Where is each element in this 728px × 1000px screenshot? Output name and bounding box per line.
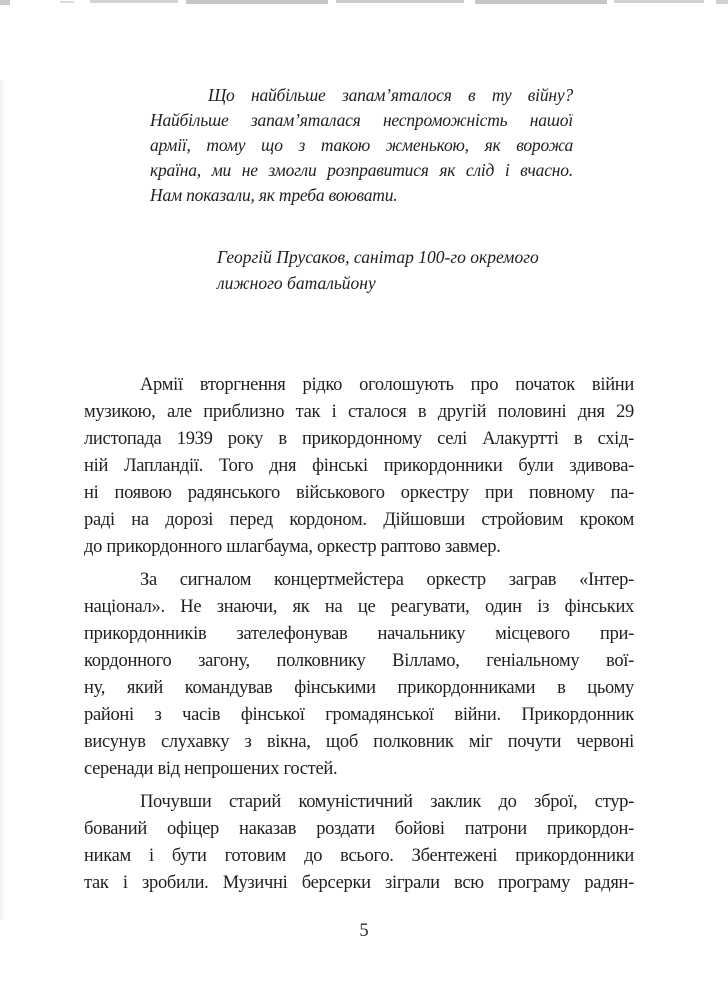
- text-line: бований офіцер наказав роздати бойові патрони прикордон-: [84, 819, 634, 839]
- epigraph-attribution: [217, 244, 617, 296]
- text-line: кордонного загону, полковнику Вілламо, геніальному вої-: [84, 651, 634, 671]
- text-line: висунув слухавку з вікна, щоб полковник міг почути червоні: [84, 732, 634, 752]
- text-line: ну, який командував фінськими прикордонниками в цьому: [84, 678, 634, 698]
- paragraph: [84, 372, 634, 561]
- text-line: никам і бути готовим до всього. Збентежені прикордонники: [84, 846, 634, 866]
- text-line: лижного батальйону: [217, 273, 376, 293]
- scan-artifact: [614, 0, 704, 3]
- text-line: серенади від непрошених гостей.: [84, 759, 338, 779]
- paragraph: [84, 789, 634, 897]
- text-line: націонал». Не знаючи, як на це реагувати, один із фінських: [84, 597, 634, 617]
- text-line: За сигналом концертмейстера оркестр заграв «Інтер-: [140, 570, 634, 590]
- scan-artifact: [336, 0, 464, 3]
- scan-artifact: [0, 0, 10, 5]
- scan-artifact: [90, 0, 178, 3]
- text-line: ні появою радянського військового оркестру при повному па-: [84, 483, 634, 503]
- text-line: Почувши старий комуністичний заклик до зброї, стур-: [140, 792, 634, 812]
- text-line: Найбільше запам’яталася неспроможність нашої: [150, 110, 573, 130]
- body-text: [84, 372, 634, 897]
- text-line: ній Лапландії. Того дня фінські прикордонники були здивова-: [84, 456, 634, 476]
- text-line: країна, ми не змогли розправитися як слід і вчасно.: [150, 160, 573, 180]
- scan-artifact: [0, 80, 3, 920]
- text-line: до прикордонного шлагбаума, оркестр раптово завмер.: [84, 537, 501, 557]
- text-line: листопада 1939 року в прикордонному селі Алакуртті в схід-: [84, 429, 634, 449]
- paragraph: [84, 567, 634, 783]
- scan-artifact: [186, 0, 328, 4]
- text-line: Нам показали, як треба воювати.: [150, 185, 398, 205]
- epigraph-quote: [150, 83, 573, 208]
- text-line: так і зробили. Музичні берсерки зіграли всю програму радян-: [84, 873, 634, 893]
- scan-artifact: [60, 1, 74, 3]
- scan-artifact: [475, 0, 607, 4]
- text-line: музикою, але приблизно так і сталося в другій половині дня 29: [84, 402, 634, 422]
- text-line: армії, тому що з такою жменькою, як ворожа: [150, 135, 573, 155]
- page-number: 5: [359, 921, 369, 941]
- text-line: Армії вторгнення рідко оголошують про початок війни: [140, 375, 634, 395]
- text-line: Георгій Прусаков, санітар 100-го окремого: [217, 247, 539, 267]
- text-line: прикордонників зателефонував начальнику місцевого при-: [84, 624, 634, 644]
- text-line: районі з часів фінської громадянської війни. Прикордонник: [84, 705, 634, 725]
- text-line: раді на дорозі перед кордоном. Дійшовши стройовим кроком: [84, 510, 634, 530]
- text-line: Що найбільше запам’яталося в ту війну?: [208, 85, 573, 105]
- scan-artifact: [716, 0, 728, 4]
